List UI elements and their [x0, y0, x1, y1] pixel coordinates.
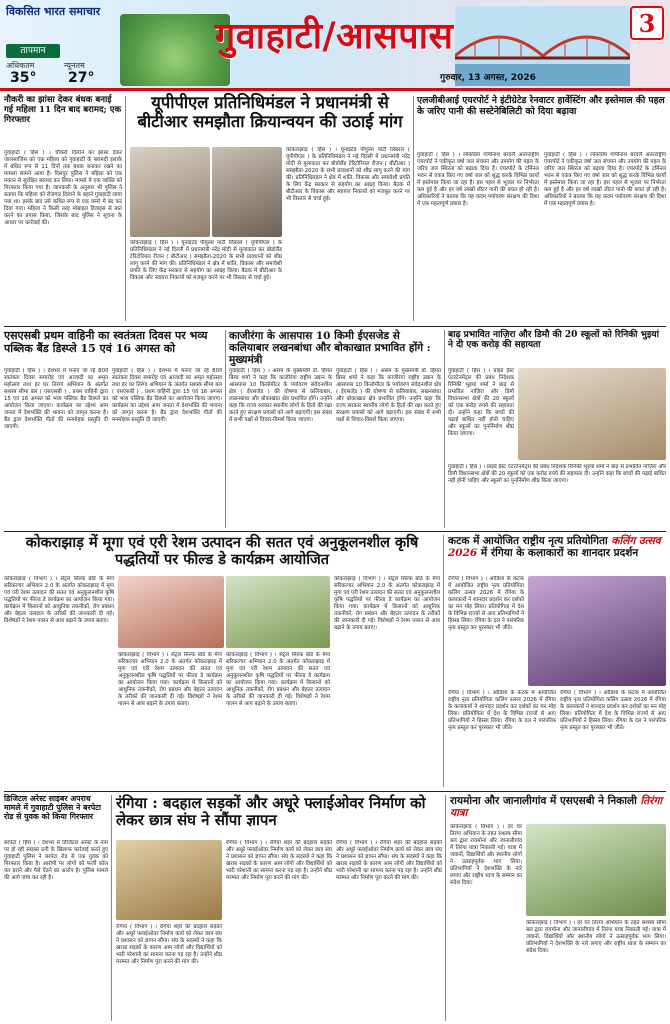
article-body-silk-cont-3: कोकराझाड़ ( विभाग ) । सेंट्रल सिल्क बोर्ड के मेगा सरिकल्चर अभियान 2.0 के अंतर्गत कोकराझाड़ में मूगा एवं एरी रेशम उत्पादन की सतत एवं अनुकूलनशील कृषि पद्धतियों पर फील्ड डे कार्यक्रम का आयोजन किया गया। कार्यक्रम में किसानों को आधुनिक तकनीकों, रोग प्रबंधन और बेहतर उत्पादन के तरीकों की जानकारी दी गई। विशेषज्ञों ने रेशम पालन से आय बढ़ाने के उपाय बताए।	[334, 576, 440, 631]
article-body-rangia-cont: रंगिया ( विभाग ) । रंगिया शहर की बदहाल सड़कों और अधूरे फ्लाईओवर निर्माण कार्य को लेकर छात्र संघ ने प्रशासन को ज्ञापन सौंपा। संघ के सदस्यों ने कहा कि खराब सड़कों के कारण आम लोगों और विद्यार्थियों को भारी परेशानी का सामना करना पड़ रहा है। उन्होंने शीघ्र मरम्मत और निर्माण पूरा करने की मांग की।	[116, 924, 222, 965]
article-body-right-top: गुवाहाटी ( हिंस ) । लोकप्रिय गोपीनाथ बरदलै अंतरराष्ट्रीय एयरपोर्ट ने एकीकृत वर्षा जल संचयन और उपयोग की पहल के जरिए जल स्थिरता को बढ़ावा दिया है। एयरपोर्ट के टर्मिनल भवन से एकत्र किए गए वर्षा जल को शुद्ध करके विभिन्न कार्यों में इस्तेमाल किया जा रहा है। इस पहल से भूजल पर निर्भरता कम हुई है और हर वर्ष लाखों लीटर पानी की बचत हो रही है। अधिकारियों ने बताया कि यह कदम पर्यावरण संरक्षण की दिशा में एक महत्वपूर्ण प्रयास है।	[417, 152, 539, 207]
min-temp-value: 27°	[68, 70, 95, 86]
weather-title: तापमान	[6, 44, 60, 58]
article-body-dance-cont-2: रंगिया ( विभाग ) । ओडिशा के कटक में आयोजित राष्ट्रीय नृत्य प्रतियोगिता कलिंग उत्सव 2026 में रंगिया के कलाकारों ने शानदार प्रदर्शन कर दर्शकों का मन मोह लिया। प्रतियोगिता में देश के विभिन्न राज्यों से आए प्रतिभागियों ने हिस्सा लिया। रंगिया के दल ने पारंपरिक नृत्य प्रस्तुत कर पुरस्कार भी जीते।	[560, 690, 666, 731]
kalinga-utsav-highlight: कलिंग उत्सव 2026	[448, 535, 661, 560]
article-photo-tiranga	[526, 824, 666, 916]
section-rule	[4, 326, 666, 327]
column-divider	[413, 96, 414, 321]
article-body-rangia-cont-2: रंगिया ( विभाग ) । रंगिया शहर की बदहाल सड़कों और अधूरे फ्लाईओवर निर्माण कार्य को लेकर छात्र संघ ने प्रशासन को ज्ञापन सौंपा। संघ के सदस्यों ने कहा कि खराब सड़कों के कारण आम लोगों और विद्यार्थियों को भारी परेशानी का सामना करना पड़ रहा है। उन्होंने शीघ्र मरम्मत और निर्माण पूरा करने की मांग की।	[336, 840, 442, 881]
article-body-kaziranga: गुवाहाटी ( हिंस ) । असम के मुख्यमंत्री डॉ. हिमंत बिस्व शर्मा ने कहा कि काजीरंगा राष्ट्रीय उद्यान के आसपास 10 किलोमीटर के पर्यावरण संवेदनशील क्षेत्र ( ईएसजेड ) की घोषणा से कलियाबार, लखनबांधा और बोकाखात क्षेत्र प्रभावित होंगे। उन्होंने कहा कि राज्य सरकार स्थानीय लोगों के हितों की रक्षा करते हुए संरक्षण प्रयासों को आगे बढ़ाएगी। इस संबंध में सभी पक्षों से विचार-विमर्श किया जाएगा।	[229, 368, 332, 423]
article-body-tiranga: कोकराझाड़ ( विभाग ) । हर घर तिरंगा अभियान के तहत सशस्त्र सीमा बल द्वारा रायमोना और जानालीगांव में तिरंगा यात्रा निकाली गई। यात्रा में जवानों, विद्यार्थियों और स्थानीय लोगों ने उत्साहपूर्वक भाग लिया। प्रतिभागियों ने देशभक्ति के नारे लगाए और राष्ट्रीय ध्वज के सम्मान का संदेश दिया।	[450, 824, 522, 886]
article-body-dance-cont: रंगिया ( विभाग ) । ओडिशा के कटक में आयोजित राष्ट्रीय नृत्य प्रतियोगिता कलिंग उत्सव 2026 में रंगिया के कलाकारों ने शानदार प्रदर्शन कर दर्शकों का मन मोह लिया। प्रतियोगिता में देश के विभिन्न राज्यों से आए प्रतिभागियों ने हिस्सा लिया। रंगिया के दल ने पारंपरिक नृत्य प्रस्तुत कर पुरस्कार भी जीते।	[448, 690, 556, 731]
article-body-right-top-cont: गुवाहाटी ( हिंस ) । लोकप्रिय गोपीनाथ बरदलै अंतरराष्ट्रीय एयरपोर्ट ने एकीकृत वर्षा जल संचयन और उपयोग की पहल के जरिए जल स्थिरता को बढ़ावा दिया है। एयरपोर्ट के टर्मिनल भवन से एकत्र किए गए वर्षा जल को शुद्ध करके विभिन्न कार्यों में इस्तेमाल किया जा रहा है। इस पहल से भूजल पर निर्भरता कम हुई है और हर वर्ष लाखों लीटर पानी की बचत हो रही है। अधिकारियों ने बताया कि यह कदम पर्यावरण संरक्षण की दिशा में एक महत्वपूर्ण प्रयास है।	[544, 152, 666, 207]
article-body-silk-cont-2: कोकराझाड़ ( विभाग ) । सेंट्रल सिल्क बोर्ड के मेगा सरिकल्चर अभियान 2.0 के अंतर्गत कोकराझाड़ में मूगा एवं एरी रेशम उत्पादन की सतत एवं अनुकूलनशील कृषि पद्धतियों पर फील्ड डे कार्यक्रम का आयोजन किया गया। कार्यक्रम में किसानों को आधुनिक तकनीकों, रोग प्रबंधन और बेहतर उत्पादन के तरीकों की जानकारी दी गई। विशेषज्ञों ने रेशम पालन से आय बढ़ाने के उपाय बताए।	[226, 652, 330, 707]
headline-riniki: बाढ़ प्रभावित नाज़िरा और डिमौ की 20 स्कूलों को रिनिकी भुइयां ने दी एक करोड़ की सहायता	[448, 330, 659, 351]
headline-tiranga-yatra: रायमोना और जानालीगांव में एसएसबी ने निकाली तिरंगा यात्रा	[450, 795, 663, 820]
article-body-riniki: गुवाहाटी ( हिंस ) । प्राइड ईस्ट एंटरटेनमेंट्स की प्रबंध निदेशक रिनिकी भुइयां शर्मा ने बाढ़ से प्रभावित नाज़िरा और डिमौ विधानसभा क्षेत्रों की 20 स्कूलों को एक करोड़ रुपये की सहायता दी। उन्होंने कहा कि बच्चों की पढ़ाई बाधित नहीं होनी चाहिए और स्कूलों का पुनर्निर्माण शीघ्र किया जाएगा।	[448, 368, 514, 437]
article-photo-delegation	[212, 147, 282, 237]
page-title: गुवाहाटी/आसपास	[215, 15, 454, 57]
issue-date: गुरुवार, 13 अगस्त, 2026	[440, 73, 536, 83]
article-body-main-top-cont: कोकराझाड़ ( हिंस ) । यूनाइटेड पीपुल्स पार्टी लिबरल ( यूपीपीएल ) के प्रतिनिधिमंडल ने नई दिल्ली में प्रधानमंत्री नरेंद्र मोदी से मुलाकात कर बोडोलैंड टेरिटोरियल रीजन ( बीटीआर ) समझौता-2020 के सभी प्रावधानों को शीघ्र लागू करने की मांग की। प्रतिनिधिमंडल ने क्षेत्र में शांति, विकास और समावेशी प्रगति के लिए केंद्र सरकार से सहयोग का आग्रह किया। बैठक में बीटीआर के विकास और स्वायत्त निकायों को मजबूत करने पर भी विस्तार से चर्चा हुई।	[286, 147, 410, 202]
section-rule	[4, 531, 666, 532]
headline-right-top: एलजीबीआई एयरपोर्ट ने इंटीग्रेटेड रेनवाटर हार्वेस्टिंग और इस्तेमाल की पहल के जरिए पानी की सस्टेनेबिलिटी को दिया बढ़ावा	[417, 95, 665, 117]
max-temp-label: अधिकतम	[6, 61, 35, 70]
article-photo-modi-meeting	[130, 147, 210, 237]
headline-main-top: यूपीपीएल प्रतिनिधिमंडल ने प्रधानमंत्री से बीटीआर समझौता क्रियान्वयन की उठाई मांग	[137, 93, 403, 131]
article-photo-dance	[528, 576, 666, 686]
headline-digital-arrest: डिजिटल अरेस्ट साइबर अपराध मामले में गुवाहाटी पुलिस ने बरपेटा रोड से युवक को किया गिरफ्तार	[4, 794, 102, 821]
column-divider	[445, 795, 446, 1021]
article-body-ssb-band: गुवाहाटी ( हिंस ) । देशभर में मनाए जा रहे 80वें स्वतंत्रता दिवस समारोह एवं आजादी का अमृत महोत्सव तथा हर घर तिरंगा अभियान के अंतर्गत सशस्त्र सीमा बल ( एसएसबी ) , प्रथम वाहिनी द्वारा 15 एवं 16 अगस्त को भव्य पब्लिक बैंड डिस्प्ले का आयोजन किया जाएगा। कार्यक्रम का उद्देश्य आम जनता में देशभक्ति की भावना को जागृत करना है। बैंड द्वारा देशभक्ति गीतों की मनमोहक प्रस्तुति दी जाएगी।	[4, 368, 108, 430]
headline-silk-field-day: कोकराझाड़ में मूगा एवं एरी रेशम उत्पादन की सतत एवं अनुकूलनशील कृषि पद्धतियों पर फील्ड डे कार्यक्रम आयोजित	[25, 534, 419, 568]
column-divider	[225, 330, 226, 528]
article-body-kaziranga-cont: गुवाहाटी ( हिंस ) । असम के मुख्यमंत्री डॉ. हिमंत बिस्व शर्मा ने कहा कि काजीरंगा राष्ट्रीय उद्यान के आसपास 10 किलोमीटर के पर्यावरण संवेदनशील क्षेत्र ( ईएसजेड ) की घोषणा से कलियाबार, लखनबांधा और बोकाखात क्षेत्र प्रभावित होंगे। उन्होंने कहा कि राज्य सरकार स्थानीय लोगों के हितों की रक्षा करते हुए संरक्षण प्रयासों को आगे बढ़ाएगी। इस संबंध में सभी पक्षों से विचार-विमर्श किया जाएगा।	[336, 368, 441, 423]
min-temp-label: न्यूनतम	[64, 61, 85, 70]
max-temp-value: 35°	[10, 70, 37, 86]
section-rule	[4, 791, 666, 792]
article-body-tiranga-cont: कोकराझाड़ ( विभाग ) । हर घर तिरंगा अभियान के तहत सशस्त्र सीमा बल द्वारा रायमोना और जानालीगांव में तिरंगा यात्रा निकाली गई। यात्रा में जवानों, विद्यार्थियों और स्थानीय लोगों ने उत्साहपूर्वक भाग लिया। प्रतिभागियों ने देशभक्ति के नारे लगाए और राष्ट्रीय ध्वज के सम्मान का संदेश दिया।	[526, 920, 666, 954]
masthead-rule	[0, 88, 670, 91]
weather-widget	[6, 44, 116, 88]
article-body-ssb-band-cont: गुवाहाटी ( हिंस ) । देशभर में मनाए जा रहे 80वें स्वतंत्रता दिवस समारोह एवं आजादी का अमृत महोत्सव तथा हर घर तिरंगा अभियान के अंतर्गत सशस्त्र सीमा बल ( एसएसबी ) , प्रथम वाहिनी द्वारा 15 एवं 16 अगस्त को भव्य पब्लिक बैंड डिस्प्ले का आयोजन किया जाएगा। कार्यक्रम का उद्देश्य आम जनता में देशभक्ति की भावना को जागृत करना है। बैंड द्वारा देशभक्ति गीतों की मनमोहक प्रस्तुति दी जाएगी।	[112, 368, 222, 423]
article-body-dance: रंगिया ( विभाग ) । ओडिशा के कटक में आयोजित राष्ट्रीय नृत्य प्रतियोगिता कलिंग उत्सव 2026 में रंगिया के कलाकारों ने शानदार प्रदर्शन कर दर्शकों का मन मोह लिया। प्रतियोगिता में देश के विभिन्न राज्यों से आए प्रतिभागियों ने हिस्सा लिया। रंगिया के दल ने पारंपरिक नृत्य प्रस्तुत कर पुरस्कार भी जीते।	[448, 576, 524, 631]
article-photo-silk-1	[118, 576, 224, 648]
column-divider	[111, 795, 112, 1021]
article-body-silk-cont: कोकराझाड़ ( विभाग ) । सेंट्रल सिल्क बोर्ड के मेगा सरिकल्चर अभियान 2.0 के अंतर्गत कोकराझाड़ में मूगा एवं एरी रेशम उत्पादन की सतत एवं अनुकूलनशील कृषि पद्धतियों पर फील्ड डे कार्यक्रम का आयोजन किया गया। कार्यक्रम में किसानों को आधुनिक तकनीकों, रोग प्रबंधन और बेहतर उत्पादन के तरीकों की जानकारी दी गई। विशेषज्ञों ने रेशम पालन से आय बढ़ाने के उपाय बताए।	[118, 652, 222, 707]
article-body-silk: कोकराझाड़ ( विभाग ) । सेंट्रल सिल्क बोर्ड के मेगा सरिकल्चर अभियान 2.0 के अंतर्गत कोकराझाड़ में मूगा एवं एरी रेशम उत्पादन की सतत एवं अनुकूलनशील कृषि पद्धतियों पर फील्ड डे कार्यक्रम का आयोजन किया गया। कार्यक्रम में किसानों को आधुनिक तकनीकों, रोग प्रबंधन और बेहतर उत्पादन के तरीकों की जानकारी दी गई। विशेषज्ञों ने रेशम पालन से आय बढ़ाने के उपाय बताए।	[4, 576, 114, 624]
tiranga-yatra-highlight: तिरंगा यात्रा	[450, 795, 663, 820]
page-number: 3	[630, 6, 664, 40]
article-body-rangia: रंगिया ( विभाग ) । रंगिया शहर की बदहाल सड़कों और अधूरे फ्लाईओवर निर्माण कार्य को लेकर छात्र संघ ने प्रशासन को ज्ञापन सौंपा। संघ के सदस्यों ने कहा कि खराब सड़कों के कारण आम लोगों और विद्यार्थियों को भारी परेशानी का सामना करना पड़ रहा है। उन्होंने शीघ्र मरम्मत और निर्माण पूरा करने की मांग की।	[226, 840, 332, 881]
headline-rangia-roads: रंगिया : बदहाल सड़कों और अधूरे फ्लाईओवर निर्माण को लेकर छात्र संघ ने सौंपा ज्ञापन	[116, 794, 426, 830]
brand-name: विकसित भारत समाचार	[6, 5, 101, 18]
article-photo-rangia	[116, 840, 222, 920]
column-divider	[443, 535, 444, 787]
city-photo	[120, 14, 230, 86]
article-photo-silk-2	[226, 576, 330, 648]
column-divider	[125, 96, 126, 321]
article-body-main-top: कोकराझाड़ ( हिंस ) । यूनाइटेड पीपुल्स पार्टी लिबरल ( यूपीपीएल ) के प्रतिनिधिमंडल ने नई दिल्ली में प्रधानमंत्री नरेंद्र मोदी से मुलाकात कर बोडोलैंड टेरिटोरियल रीजन ( बीटीआर ) समझौता-2020 के सभी प्रावधानों को शीघ्र लागू करने की मांग की। प्रतिनिधिमंडल ने क्षेत्र में शांति, विकास और समावेशी प्रगति के लिए केंद्र सरकार से सहयोग का आग्रह किया। बैठक में बीटीआर के विकास और स्वायत्त निकायों को मजबूत करने पर भी विस्तार से चर्चा हुई।	[130, 240, 282, 281]
article-body-left-top: गुवाहाटी ( हिंस ) । चौकरी दिलाने का झांसा देकर जालसाजिस को एक महिला को गुवाहाटी के बरामदी इलाके में बंधित रूप से 11 दिनों तक बंधक बनाकर रखने का मामला सामने आया है। दिसपुर पुलिस ने महिला को एक मकान से सुरक्षित बरामद कर लिया। मामले में एक व्यक्ति को गिरफ्तार किया गया है। जानकारी के अनुसार भी पुलिस ने बताया कि महिला को रोजगार दिलाने के बहाने गुवाहाटी लाया गया था। इसके बाद उसे कथित रूप से एक कमरे में बंद कर दिया गया। महिला ने किसी तरह मोबाइल डिवाइस से बात करने का प्रयास किया, जिसके बाद पुलिस ने सूचना के आधार पर कार्रवाई की।	[4, 150, 122, 226]
article-body-digital-arrest: बरपेटा ( हिंस ) । देशभर में डिजिटल अरेस्ट के नाम पर हो रही साइबर ठगी के खिलाफ कार्रवाई करते हुए गुवाहाटी पुलिस ने बरपेटा रोड से एक युवक को गिरफ्तार किया है। आरोपी पर लोगों को फर्जी कॉल कर डराने और पैसे ऐंठने का आरोप है। पुलिस मामले की आगे जांच कर रही है।	[4, 840, 108, 881]
column-divider	[444, 330, 445, 528]
headline-left-top: नौकरी का झांसा देकर बंधक बनाई गई महिला 11 दिन बाद बरामद; एक गिरफ्तार	[4, 95, 122, 125]
article-photo-riniki	[518, 368, 666, 460]
masthead	[0, 0, 670, 90]
headline-kalinga-utsav: कटक में आयोजित राष्ट्रीय नृत्य प्रतियोगिता कलिंग उत्सव 2026 में रंगिया के कलाकारों का शानदार प्रदर्शन	[448, 535, 661, 560]
article-body-riniki-cont: गुवाहाटी ( हिंस ) । प्राइड ईस्ट एंटरटेनमेंट्स की प्रबंध निदेशक रिनिकी भुइयां शर्मा ने बाढ़ से प्रभावित नाज़िरा और डिमौ विधानसभा क्षेत्रों की 20 स्कूलों को एक करोड़ रुपये की सहायता दी। उन्होंने कहा कि बच्चों की पढ़ाई बाधित नहीं होनी चाहिए और स्कूलों का पुनर्निर्माण शीघ्र किया जाएगा।	[448, 464, 666, 484]
headline-ssb-band: एसएसबी प्रथम वाहिनी का स्वतंत्रता दिवस पर भव्य पब्लिक बैंड डिस्प्ले 15 एवं 16 अगस्त को	[4, 329, 208, 355]
headline-kaziranga: काजीरंगा के आसपास 10 किमी ईएसजेड से कलियाबार लखनबांधा और बोकाखात प्रभावित होंगे : मुख्यमंत्री	[229, 330, 431, 367]
